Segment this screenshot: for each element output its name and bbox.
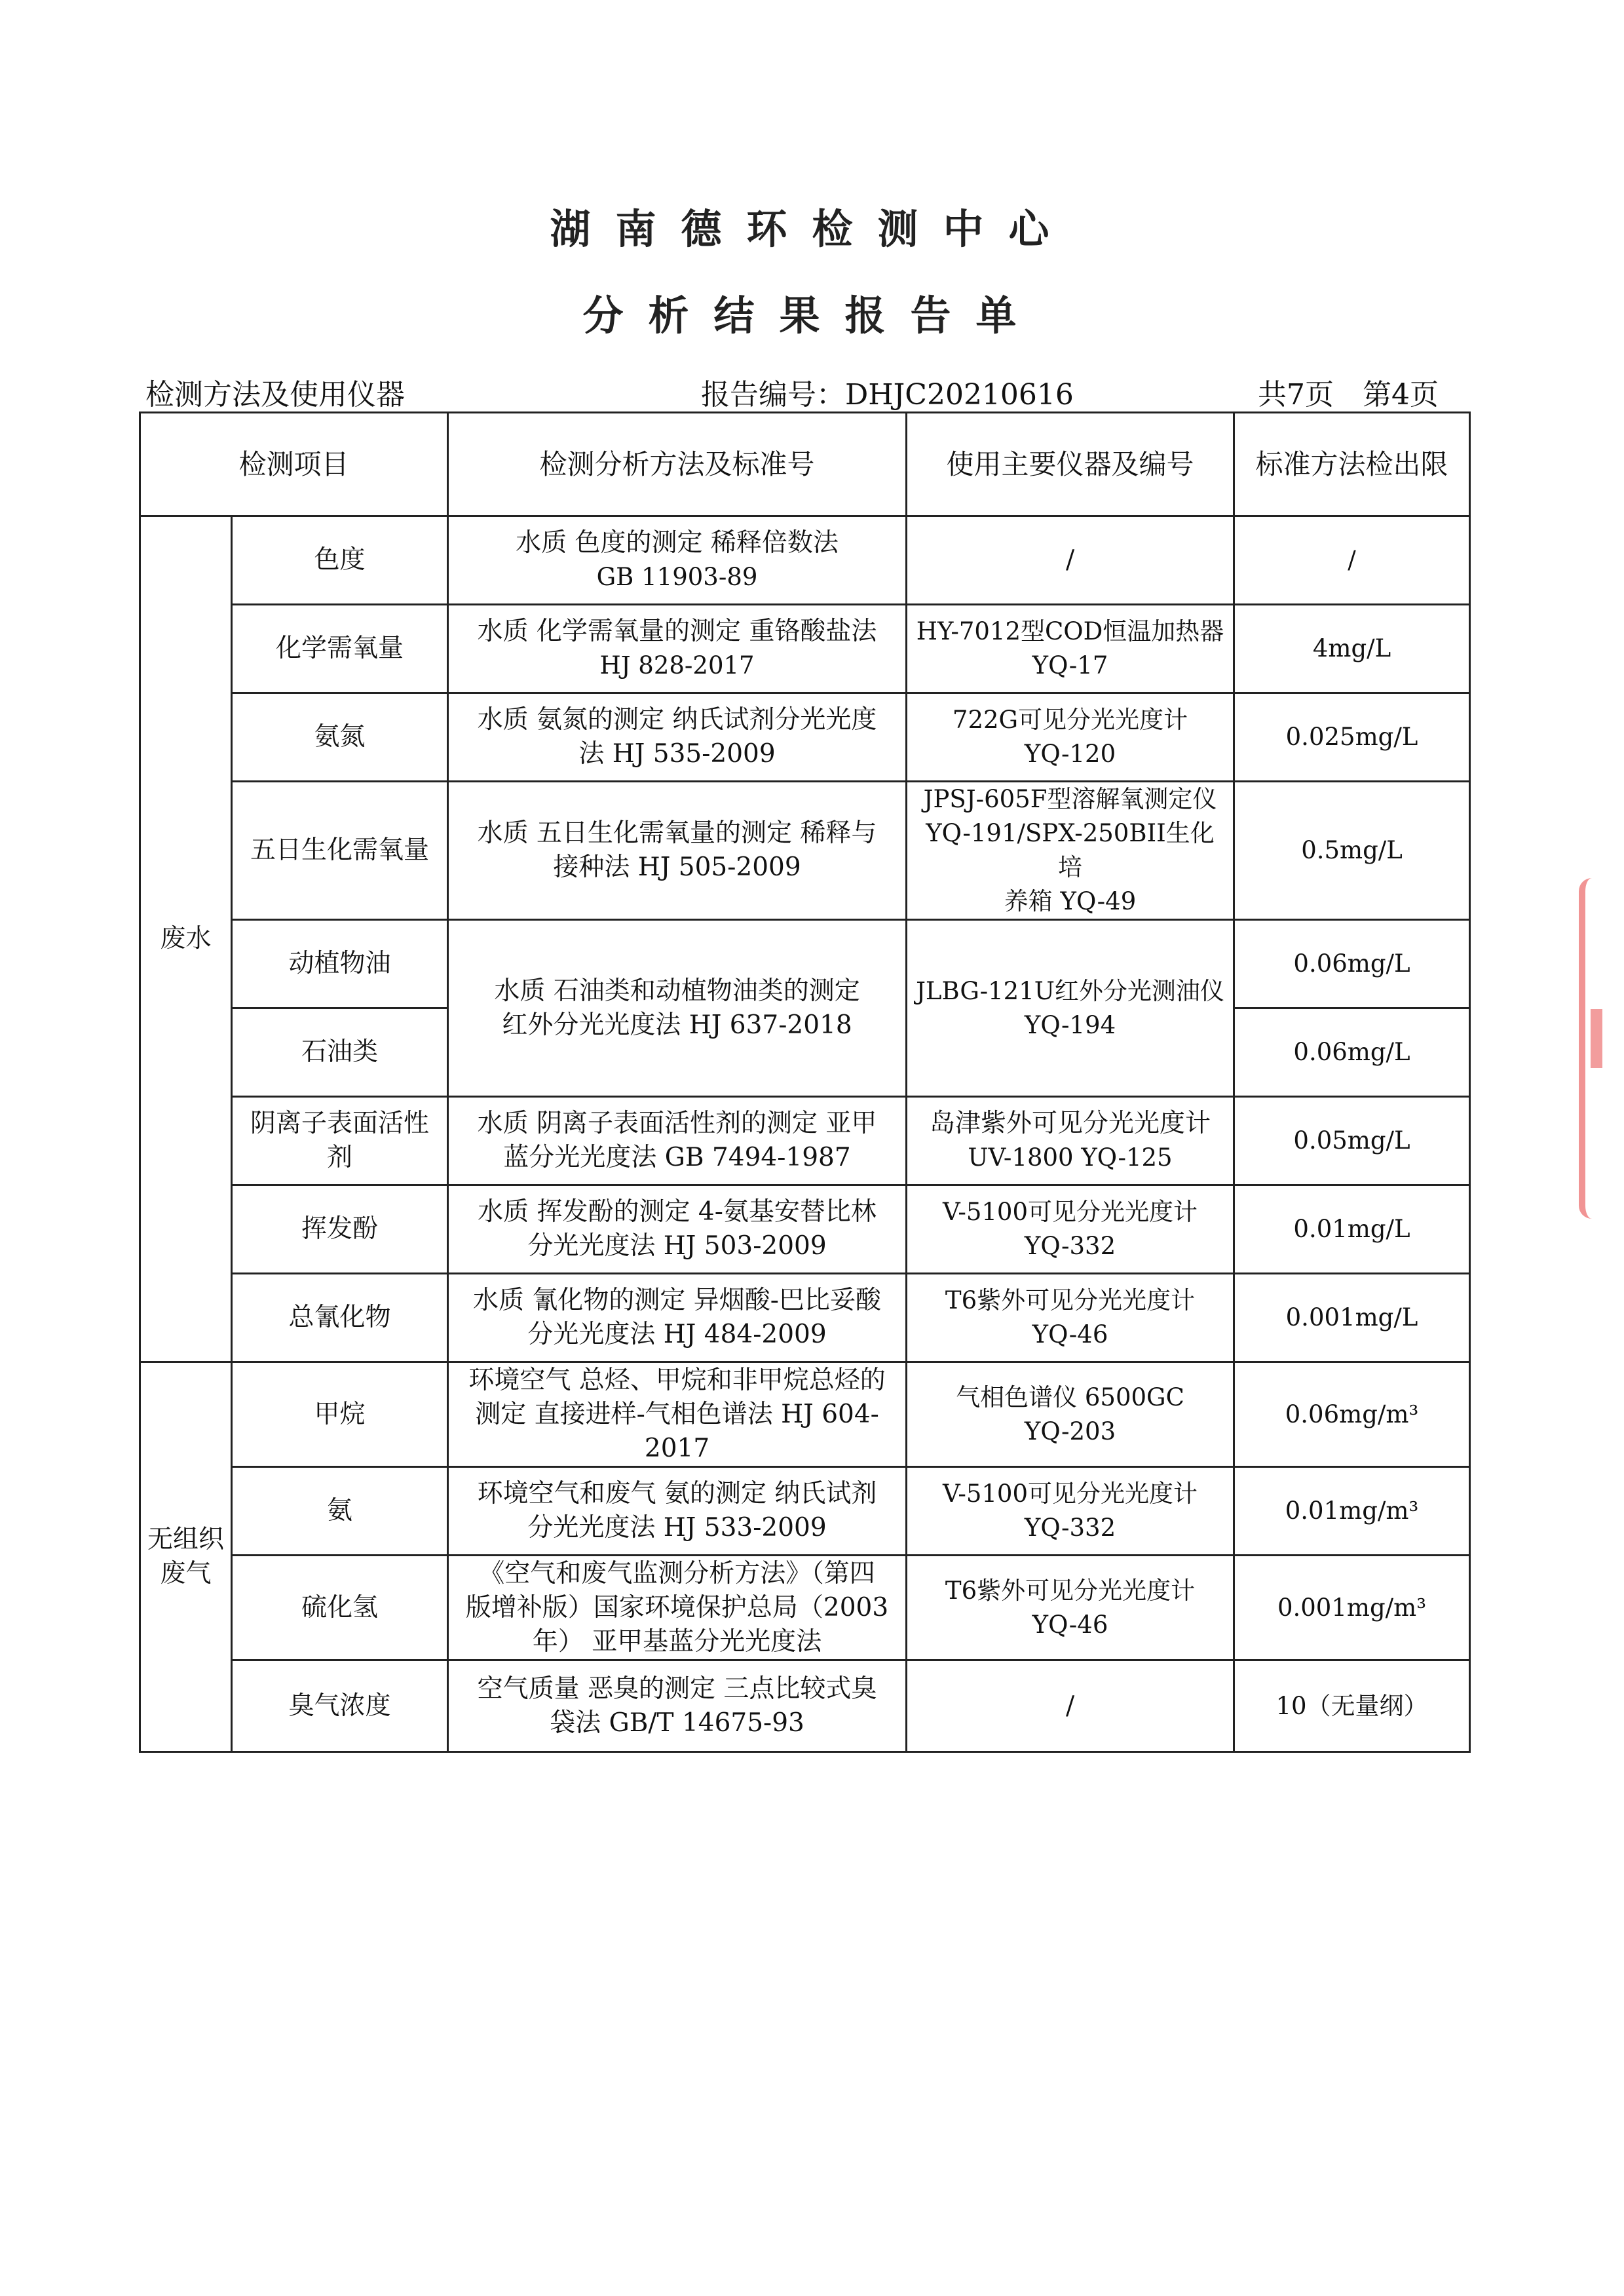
item-cell: 石油类 bbox=[232, 1008, 448, 1097]
page-indicator: 共7页 第4页 bbox=[1258, 378, 1439, 411]
method-cell: 空气质量 恶臭的测定 三点比较式臭 袋法 GB/T 14675-93 bbox=[448, 1660, 907, 1752]
method-cell: 水质 阴离子表面活性剂的测定 亚甲 蓝分光光度法 GB 7494-1987 bbox=[448, 1097, 907, 1185]
limit-cell: 0.01mg/m³ bbox=[1234, 1467, 1470, 1556]
limit-cell: 0.05mg/L bbox=[1234, 1097, 1470, 1185]
table-row bbox=[140, 920, 1470, 1008]
method-cell: 水质 氨氮的测定 纳氏试剂分光光度 法 HJ 535-2009 bbox=[448, 693, 907, 782]
method-cell: 环境空气和废气 氨的测定 纳氏试剂 分光光度法 HJ 533-2009 bbox=[448, 1467, 907, 1556]
instrument-cell: 岛津紫外可见分光光度计 UV-1800 YQ-125 bbox=[907, 1097, 1234, 1185]
item-cell: 氨氮 bbox=[232, 693, 448, 782]
item-cell: 硫化氢 bbox=[232, 1556, 448, 1660]
limit-cell: 4mg/L bbox=[1234, 605, 1470, 693]
col-header-instrument: 使用主要仪器及编号 bbox=[907, 413, 1234, 516]
limit-cell: 0.001mg/L bbox=[1234, 1274, 1470, 1362]
instrument-cell: V-5100可见分光光度计 YQ-332 bbox=[907, 1185, 1234, 1274]
method-cell: 水质 五日生化需氧量的测定 稀释与 接种法 HJ 505-2009 bbox=[448, 782, 907, 920]
table-row bbox=[140, 1556, 1470, 1660]
limit-cell: 0.06mg/L bbox=[1234, 1008, 1470, 1097]
method-cell: 环境空气 总烃、甲烷和非甲烷总烃的 测定 直接进样-气相色谱法 HJ 604- 2017 bbox=[448, 1362, 907, 1467]
item-cell: 阴离子表面活性 剂 bbox=[232, 1097, 448, 1185]
item-cell: 色度 bbox=[232, 516, 448, 605]
group-wastewater: 废水 bbox=[140, 516, 232, 1362]
item-cell: 甲烷 bbox=[232, 1362, 448, 1467]
red-seal-fragment bbox=[1591, 1009, 1602, 1068]
col-header-limit: 标准方法检出限 bbox=[1234, 413, 1470, 516]
limit-cell: 0.06mg/L bbox=[1234, 920, 1470, 1008]
limit-cell: 0.025mg/L bbox=[1234, 693, 1470, 782]
instrument-cell: JPSJ-605F型溶解氧测定仪 YQ-191/SPX-250BII生化培 养箱 YQ-49 bbox=[907, 782, 1234, 920]
col-header-method: 检测分析方法及标准号 bbox=[448, 413, 907, 516]
item-cell: 氨 bbox=[232, 1467, 448, 1556]
instrument-cell: / bbox=[907, 1660, 1234, 1752]
table-row bbox=[140, 1467, 1470, 1556]
instrument-cell: T6紫外可见分光光度计 YQ-46 bbox=[907, 1556, 1234, 1660]
col-header-item: 检测项目 bbox=[140, 413, 448, 516]
item-cell: 化学需氧量 bbox=[232, 605, 448, 693]
method-cell: 水质 氰化物的测定 异烟酸-巴比妥酸 分光光度法 HJ 484-2009 bbox=[448, 1274, 907, 1362]
report-number: 报告编号：DHJC20210616 bbox=[701, 378, 1074, 411]
instrument-cell: / bbox=[907, 516, 1234, 605]
section-label: 检测方法及使用仪器 bbox=[145, 378, 405, 411]
table-row bbox=[140, 605, 1470, 693]
item-cell: 挥发酚 bbox=[232, 1185, 448, 1274]
item-cell: 总氰化物 bbox=[232, 1274, 448, 1362]
instrument-cell: 722G可见分光光度计 YQ-120 bbox=[907, 693, 1234, 782]
org-title: 湖南德环检测中心 bbox=[550, 205, 1074, 253]
limit-cell: / bbox=[1234, 516, 1470, 605]
table-row bbox=[140, 1185, 1470, 1274]
item-cell: 五日生化需氧量 bbox=[232, 782, 448, 920]
table-row bbox=[140, 1660, 1470, 1752]
method-cell: 水质 化学需氧量的测定 重铬酸盐法 HJ 828-2017 bbox=[448, 605, 907, 693]
item-cell: 动植物油 bbox=[232, 920, 448, 1008]
limit-cell: 0.01mg/L bbox=[1234, 1185, 1470, 1274]
instrument-cell: 气相色谱仪 6500GC YQ-203 bbox=[907, 1362, 1234, 1467]
limit-cell: 0.06mg/m³ bbox=[1234, 1362, 1470, 1467]
table-row bbox=[140, 516, 1470, 605]
method-cell: 《空气和废气监测分析方法》（第四 版增补版）国家环境保护总局（2003 年） 亚甲基蓝分光光度法 bbox=[448, 1556, 907, 1660]
table-header-row bbox=[140, 413, 1470, 516]
method-cell: 水质 色度的测定 稀释倍数法 GB 11903-89 bbox=[448, 516, 907, 605]
instrument-cell: V-5100可见分光光度计 YQ-332 bbox=[907, 1467, 1234, 1556]
instrument-cell: T6紫外可见分光光度计 YQ-46 bbox=[907, 1274, 1234, 1362]
table-row bbox=[140, 782, 1470, 920]
method-cell: 水质 挥发酚的测定 4-氨基安替比林 分光光度法 HJ 503-2009 bbox=[448, 1185, 907, 1274]
table-row bbox=[140, 693, 1470, 782]
instrument-cell: JLBG-121U红外分光测油仪 YQ-194 bbox=[907, 920, 1234, 1097]
methods-table bbox=[139, 411, 1471, 1753]
method-cell: 水质 石油类和动植物油类的测定 红外分光光度法 HJ 637-2018 bbox=[448, 920, 907, 1097]
instrument-cell: HY-7012型COD恒温加热器 YQ-17 bbox=[907, 605, 1234, 693]
document-title: 分析结果报告单 bbox=[582, 292, 1042, 339]
item-cell: 臭气浓度 bbox=[232, 1660, 448, 1752]
group-fugitive-gas: 无组织 废气 bbox=[140, 1362, 232, 1752]
limit-cell: 0.001mg/m³ bbox=[1234, 1556, 1470, 1660]
limit-cell: 0.5mg/L bbox=[1234, 782, 1470, 920]
limit-cell: 10（无量纲） bbox=[1234, 1660, 1470, 1752]
table-row bbox=[140, 1097, 1470, 1185]
table-row bbox=[140, 1362, 1470, 1467]
table-row bbox=[140, 1274, 1470, 1362]
